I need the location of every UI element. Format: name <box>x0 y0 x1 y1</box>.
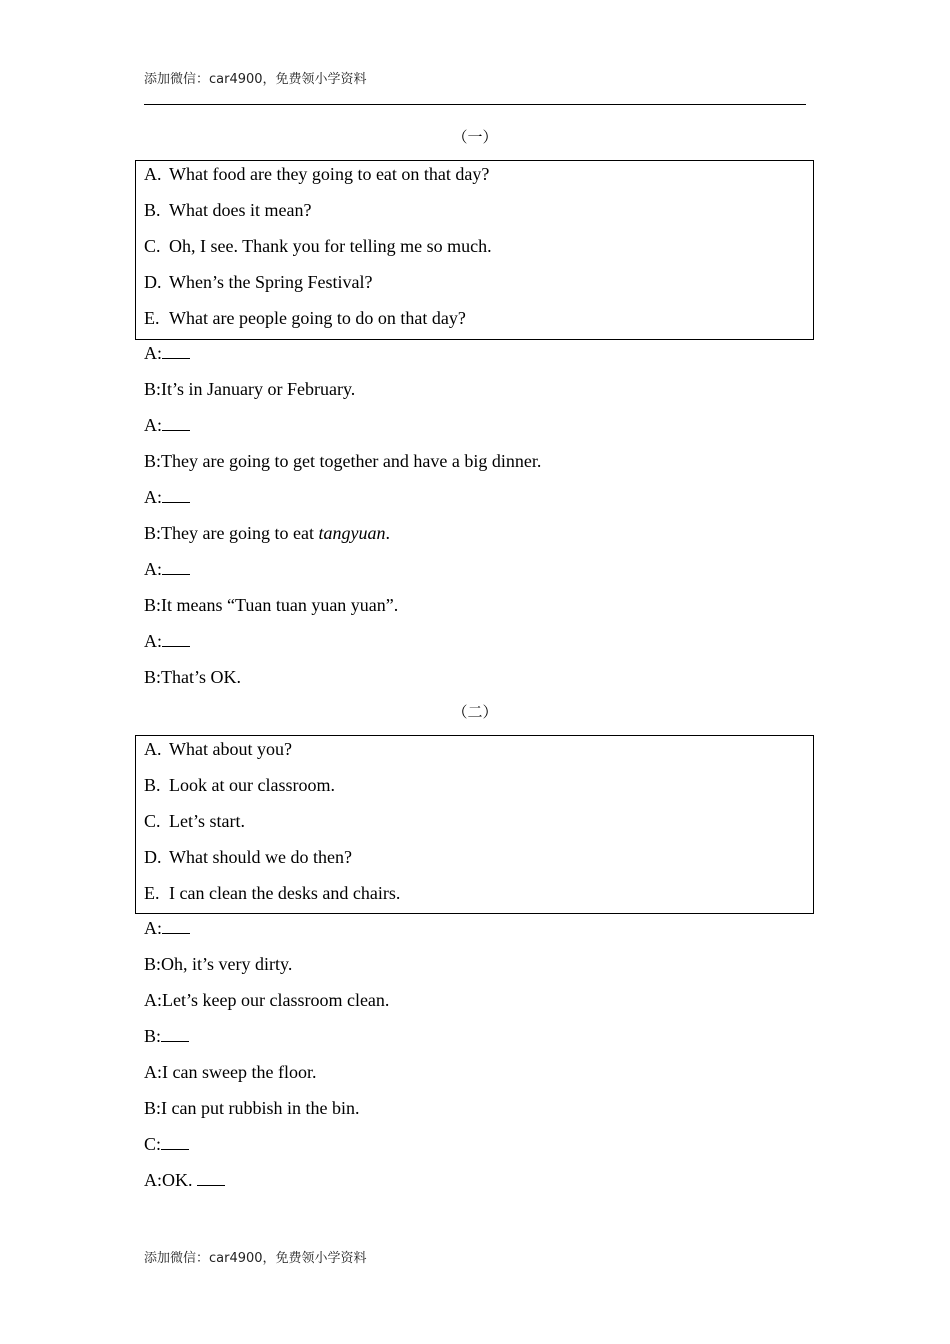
header-rule <box>144 104 806 105</box>
dialogue-line: C: <box>144 1131 189 1157</box>
header-note: 添加微信：car4900，免费领小学资料 <box>144 72 367 87</box>
answer-blank[interactable] <box>162 487 190 503</box>
option-c: C. Oh, I see. Thank you for telling me so much. <box>144 236 492 256</box>
option-b: B. Look at our classroom. <box>144 775 335 795</box>
section-1-title: （一） <box>452 128 498 146</box>
answer-blank[interactable] <box>162 918 190 934</box>
option-b: B. What does it mean? <box>144 200 312 220</box>
section-2-title: （二） <box>452 703 498 721</box>
dialogue-line: A:Let’s keep our classroom clean. <box>144 990 390 1010</box>
dialogue-line: A: <box>144 915 190 941</box>
answer-blank[interactable] <box>162 631 190 647</box>
dialogue-line: A: <box>144 556 190 582</box>
dialogue-line: B: <box>144 1023 189 1049</box>
dialogue-line: A: <box>144 484 190 510</box>
answer-blank[interactable] <box>162 343 190 359</box>
option-a: A. What food are they going to eat on that day? <box>144 164 490 184</box>
section-1-options-box <box>135 160 814 340</box>
dialogue-line: B:They are going to get together and have a big dinner. <box>144 451 542 471</box>
answer-blank[interactable] <box>161 1026 189 1042</box>
option-a: A. What about you? <box>144 739 292 759</box>
dialogue-line: A:OK. <box>144 1167 225 1193</box>
dialogue-line: B:They are going to eat tangyuan. <box>144 523 390 543</box>
option-c: C. Let’s start. <box>144 811 245 831</box>
dialogue-line: A:I can sweep the floor. <box>144 1062 317 1082</box>
option-d: D. What should we do then? <box>144 847 352 867</box>
dialogue-line: B:It’s in January or February. <box>144 379 356 399</box>
footer-note: 添加微信：car4900，免费领小学资料 <box>144 1251 367 1266</box>
dialogue-line: B:Oh, it’s very dirty. <box>144 954 293 974</box>
dialogue-line: A: <box>144 628 190 654</box>
section-2-options-box <box>135 735 814 914</box>
dialogue-line: A: <box>144 340 190 366</box>
dialogue-line: B:I can put rubbish in the bin. <box>144 1098 360 1118</box>
dialogue-line: B:It means “Tuan tuan yuan yuan”. <box>144 595 399 615</box>
answer-blank[interactable] <box>162 559 190 575</box>
answer-blank[interactable] <box>197 1170 225 1186</box>
option-d: D. When’s the Spring Festival? <box>144 272 373 292</box>
dialogue-line: B:That’s OK. <box>144 667 241 687</box>
answer-blank[interactable] <box>161 1134 189 1150</box>
option-e: E. I can clean the desks and chairs. <box>144 883 401 903</box>
dialogue-line: A: <box>144 412 190 438</box>
answer-blank[interactable] <box>162 415 190 431</box>
option-e: E. What are people going to do on that day? <box>144 308 466 328</box>
